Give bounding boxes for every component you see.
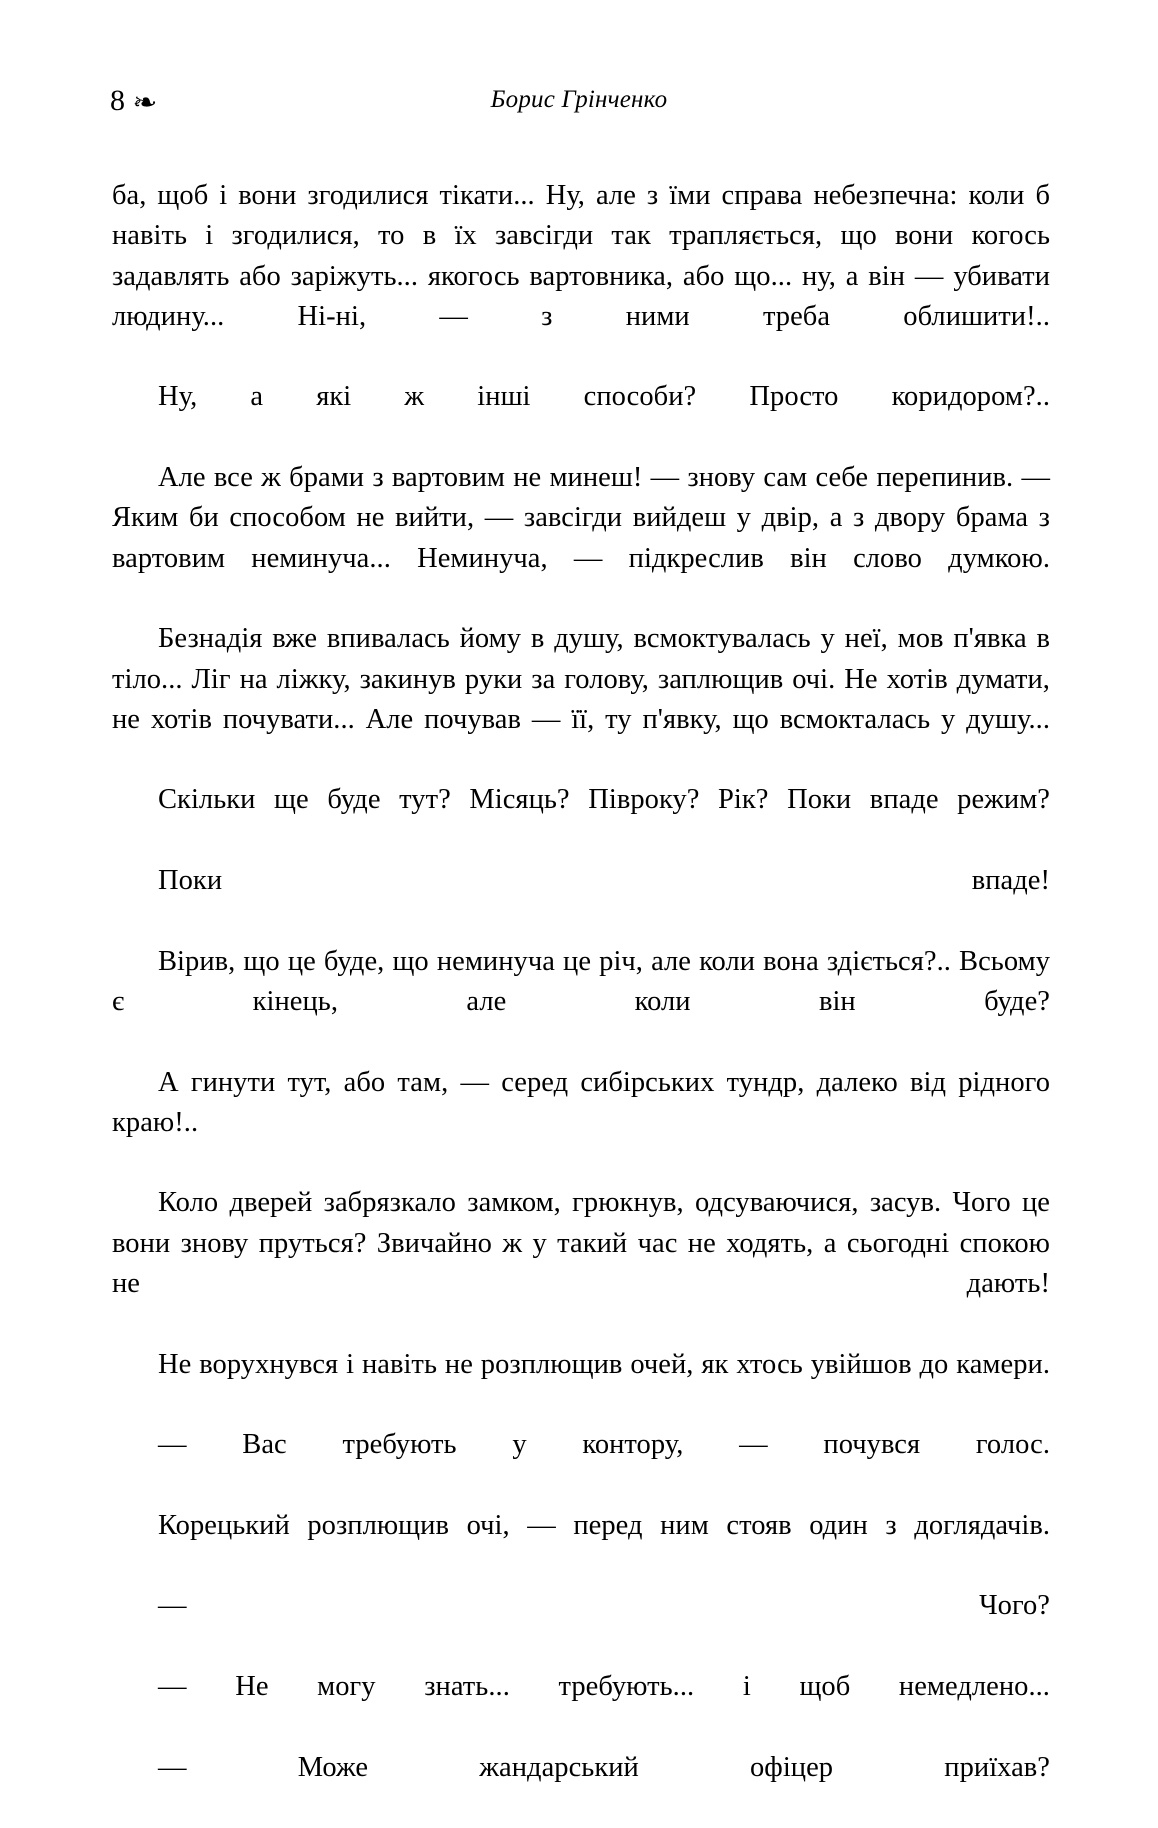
paragraph: — Вас требують у контору, — почувся голос. bbox=[158, 1429, 1050, 1461]
paragraph: Не ворухнувся і навіть не розплющив очей, як хтось увійшов до камери. bbox=[158, 1348, 1050, 1380]
paragraph: Ну, а які ж інші способи? Просто коридором?.. bbox=[158, 381, 1050, 413]
paragraph: — Не могу знать... требують... і щоб немедлено... bbox=[158, 1670, 1050, 1702]
paragraph: ба, щоб і вони згодилися тікати... Ну, але з їми справа небезпечна: коли б навіть і згодилися, то в їх завсігди так трапляється, що вони когось задавлять або заріжуть... якогось вартовника, або що... ну, а він — убивати людину... Ні-ні, — з ними треба облишити!.. bbox=[112, 180, 1050, 332]
paragraph: — Може жандарський офіцер приїхав? bbox=[158, 1751, 1050, 1783]
paragraph: Коло дверей забрязкало замком, грюкнув, одсуваючися, засув. Чого це вони знову пруться? Звичайно ж у такий час не ходять, а сьогодні спокою не дають! bbox=[112, 1187, 1050, 1300]
paragraph: Корецький розплющив очі, — перед ним стояв один з доглядачів. bbox=[158, 1509, 1050, 1541]
paragraph: А гинути тут, або там, — серед сибірських тундр, далеко від рідного краю!.. bbox=[112, 1066, 1050, 1138]
running-head bbox=[110, 86, 1048, 126]
page-number: 8 bbox=[110, 84, 126, 117]
paragraph: Скільки ще буде тут? Місяць? Півроку? Рік? Поки впаде режим? bbox=[158, 784, 1050, 816]
fleuron-ornament-icon: ❧ bbox=[132, 88, 158, 117]
paragraph: — Чого? bbox=[158, 1590, 1050, 1622]
paragraph: Але все ж брами з вартовим не минеш! — знову сам себе перепинив. — Яким би способом не вийти, — завсігди вийдеш у двір, а з двору брама з вартовим неминуча... Неминуча, — підкреслив він слово думкою. bbox=[112, 462, 1050, 574]
paragraph: Поки впаде! bbox=[158, 865, 1050, 897]
body-text-block bbox=[112, 176, 1050, 1828]
paragraph: Вірив, що це буде, що неминуча це річ, але коли вона здіється?.. Всьому є кінець, але коли він буде? bbox=[112, 945, 1050, 1017]
running-head-author: Борис Грінченко bbox=[490, 86, 668, 113]
paragraph: Безнадія вже впивалась йому в душу, всмоктувалась у неї, мов п'явка в тіло... Ліг на ліжку, закинув руки за голову, заплющив очі. Не хотів думати, не хотів почувати... Але почував — її, ту п'явку, що всмокталась у душу... bbox=[112, 623, 1050, 735]
